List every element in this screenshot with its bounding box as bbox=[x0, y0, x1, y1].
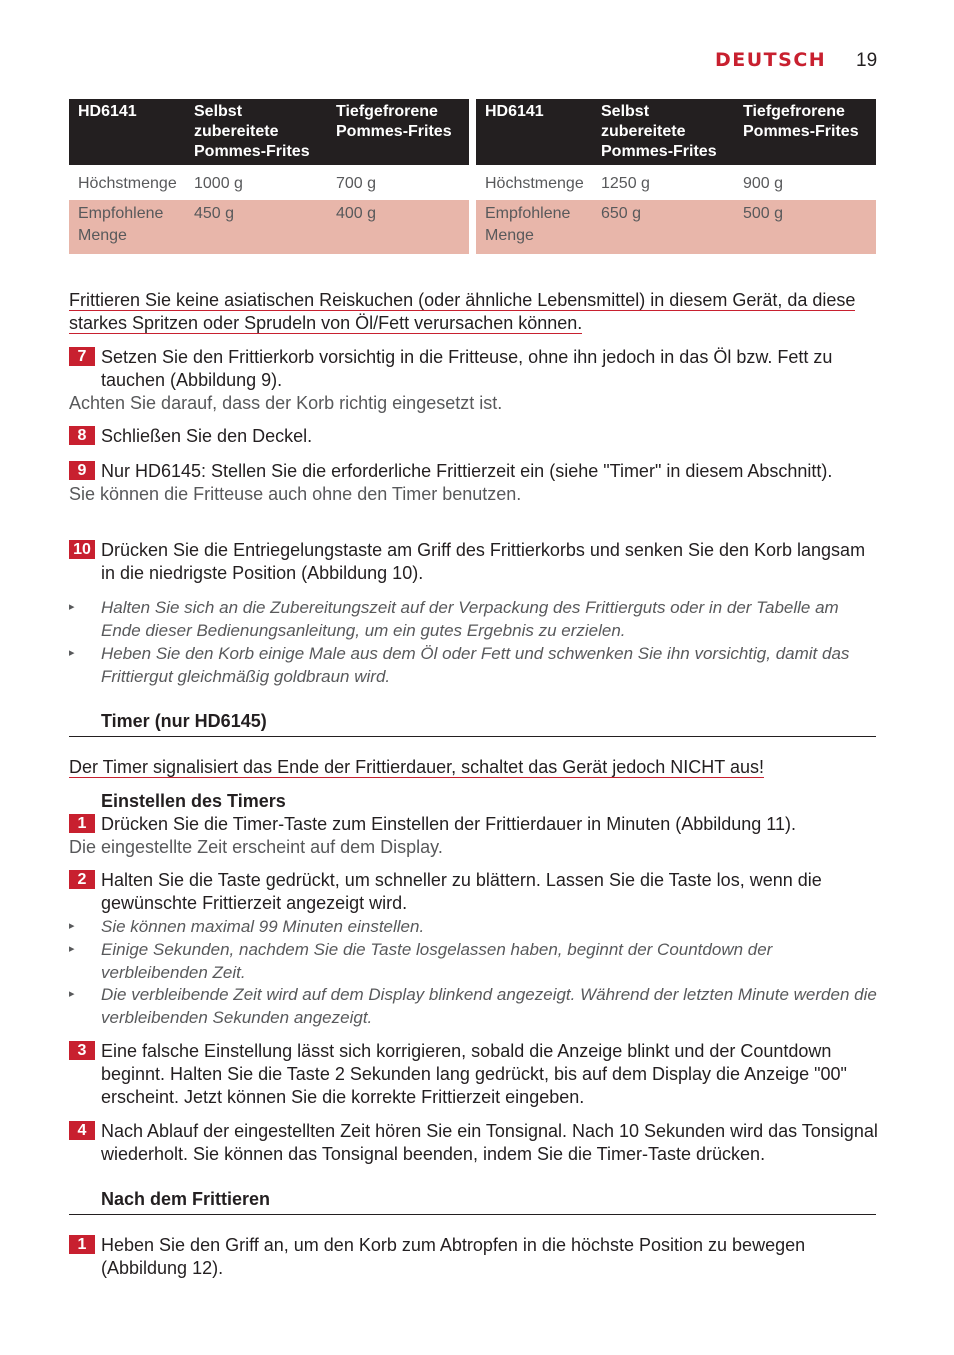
table-cell: 900 g bbox=[743, 175, 784, 192]
step-number: 8 bbox=[69, 426, 95, 445]
bullet-item bbox=[69, 596, 879, 642]
section-heading-after-frying bbox=[69, 1188, 876, 1211]
timer-step-3 bbox=[69, 1040, 879, 1109]
step-7 bbox=[69, 346, 879, 415]
section-divider bbox=[69, 736, 876, 737]
heading-text: Timer (nur HD6145) bbox=[101, 711, 267, 731]
step-number: 10 bbox=[69, 540, 95, 559]
timer-step-2 bbox=[69, 869, 879, 915]
warning-text: Frittieren Sie keine asiatischen Reiskuchen (oder ähnliche Lebensmittel) in diesem Gerät, da diese starkes Spritzen oder Sprudeln von Öl/Fett verursachen können. bbox=[69, 290, 856, 333]
table-cell: 700 g bbox=[336, 175, 377, 192]
bullet-item bbox=[69, 642, 879, 688]
bullet-arrow-icon: ▸ bbox=[69, 988, 75, 1000]
step-note: Sie können die Fritteuse auch ohne den Timer benutzen. bbox=[69, 484, 522, 504]
warning-text: Der Timer signalisiert das Ende der Frittierdauer, schaltet das Gerät jedoch NICHT aus! bbox=[69, 757, 764, 777]
step-text: Halten Sie die Taste gedrückt, um schneller zu blättern. Lassen Sie die Taste los, wenn die gewünschte Frittierzeit angezeigt wird. bbox=[101, 870, 822, 913]
after-step-1 bbox=[69, 1234, 879, 1280]
step-8 bbox=[69, 425, 879, 448]
bullet-text: Einige Sekunden, nachdem Sie die Taste losgelassen haben, beginnt der Countdown der verbleibenden Zeit. bbox=[101, 940, 773, 982]
bullet-arrow-icon: ▸ bbox=[69, 920, 75, 932]
step-text: Schließen Sie den Deckel. bbox=[101, 426, 313, 446]
warning-timer bbox=[69, 756, 869, 779]
bullet-item bbox=[69, 938, 879, 984]
bullet-text: Heben Sie den Korb einige Male aus dem Öl oder Fett und schwenken Sie ihn vorsichtig, damit das Frittiergut gleichmäßig goldbraun wird. bbox=[101, 644, 850, 686]
step-9 bbox=[69, 460, 879, 506]
step-text: Setzen Sie den Frittierkorb vorsichtig in die Fritteuse, ohne ihn jedoch in das Öl bzw. Fett zu tauchen (Abbildung 9). bbox=[101, 347, 833, 390]
step-number: 3 bbox=[69, 1041, 95, 1060]
step-note: Die eingestellte Zeit erscheint auf dem Display. bbox=[69, 837, 443, 857]
table-header: Selbst zubereitete Pommes-Frites bbox=[185, 99, 327, 165]
table-cell: 500 g bbox=[734, 200, 876, 254]
timer-step-4 bbox=[69, 1120, 879, 1166]
step-note: Achten Sie darauf, dass der Korb richtig eingesetzt ist. bbox=[69, 393, 503, 413]
step-number: 9 bbox=[69, 461, 95, 480]
bullet-item bbox=[69, 983, 879, 1029]
table-cell: 450 g bbox=[185, 200, 327, 254]
table-header: Tiefgefrorene Pommes-Frites bbox=[734, 99, 876, 165]
bullet-text: Sie können maximal 99 Minuten einstellen. bbox=[101, 917, 425, 936]
table-cell: Höchstmenge bbox=[78, 175, 177, 192]
table-cell: 400 g bbox=[327, 200, 469, 254]
timer-step-1 bbox=[69, 813, 879, 859]
step-number: 1 bbox=[69, 1235, 95, 1254]
capacity-table-2 bbox=[476, 99, 876, 254]
step-text: Heben Sie den Griff an, um den Korb zum Abtropfen in die höchste Position zu bewegen (Abbildung 12). bbox=[101, 1235, 806, 1278]
step-10 bbox=[69, 539, 879, 585]
bullet-arrow-icon: ▸ bbox=[69, 943, 75, 955]
table-cell: Empfohlene Menge bbox=[476, 200, 592, 254]
subheading-timer-setup: Einstellen des Timers bbox=[101, 791, 286, 811]
bullet-text: Halten Sie sich an die Zubereitungszeit auf der Verpackung des Frittierguts oder in der Tabelle am Ende dieser Bedienungsanleitung, um ein gutes Ergebnis zu erzielen. bbox=[101, 598, 839, 640]
step-text: Drücken Sie die Timer-Taste zum Einstellen der Frittierdauer in Minuten (Abbildung 11). bbox=[101, 814, 796, 834]
table-cell: Empfohlene Menge bbox=[69, 200, 185, 254]
bullet-arrow-icon: ▸ bbox=[69, 601, 75, 613]
capacity-table-1 bbox=[69, 99, 469, 254]
bullet-arrow-icon: ▸ bbox=[69, 647, 75, 659]
page-number: 19 bbox=[856, 50, 878, 71]
section-heading-timer bbox=[69, 710, 876, 733]
language-label: DEUTSCH bbox=[715, 49, 827, 71]
step-text: Nach Ablauf der eingestellten Zeit hören Sie ein Tonsignal. Nach 10 Sekunden wird das Tonsignal wiederholt. Sie können das Tonsignal beenden, indem Sie die Timer-Taste drücken. bbox=[101, 1121, 878, 1164]
table-cell: 650 g bbox=[592, 200, 734, 254]
warning-rice-cakes bbox=[69, 289, 869, 335]
table-header: HD6141 bbox=[69, 99, 185, 165]
step-number: 1 bbox=[69, 814, 95, 833]
section-divider bbox=[69, 1214, 876, 1215]
bullet-item bbox=[69, 915, 879, 938]
step-number: 4 bbox=[69, 1121, 95, 1140]
table-header: HD6141 bbox=[476, 99, 592, 165]
step-text: Drücken Sie die Entriegelungstaste am Griff des Frittierkorbs und senken Sie den Korb langsam in die niedrigste Position (Abbildung 10). bbox=[101, 540, 866, 583]
table-cell: 1000 g bbox=[194, 175, 243, 192]
table-header: Selbst zubereitete Pommes-Frites bbox=[592, 99, 734, 165]
step-number: 2 bbox=[69, 870, 95, 889]
bullet-text: Die verbleibende Zeit wird auf dem Display blinkend angezeigt. Während der letzten Minute werden die verbleibenden Sekunden angezeigt. bbox=[101, 985, 877, 1027]
step-text: Nur HD6145: Stellen Sie die erforderliche Frittierzeit ein (siehe "Timer" in diesem Abschnitt). bbox=[101, 461, 833, 481]
step-text: Eine falsche Einstellung lässt sich korrigieren, sobald die Anzeige blinkt und der Countdown beginnt. Halten Sie die Taste 2 Sekunden lang gedrückt, bis auf dem Display die Anzeige "00" erscheint. Jetzt können Sie die korrekte Frittierzeit eingeben. bbox=[101, 1041, 847, 1107]
table-header: Tiefgefrorene Pommes-Frites bbox=[327, 99, 469, 165]
table-cell: Höchstmenge bbox=[485, 175, 584, 192]
table-cell: 1250 g bbox=[601, 175, 650, 192]
heading-text: Nach dem Frittieren bbox=[101, 1189, 271, 1209]
step-number: 7 bbox=[69, 347, 95, 366]
